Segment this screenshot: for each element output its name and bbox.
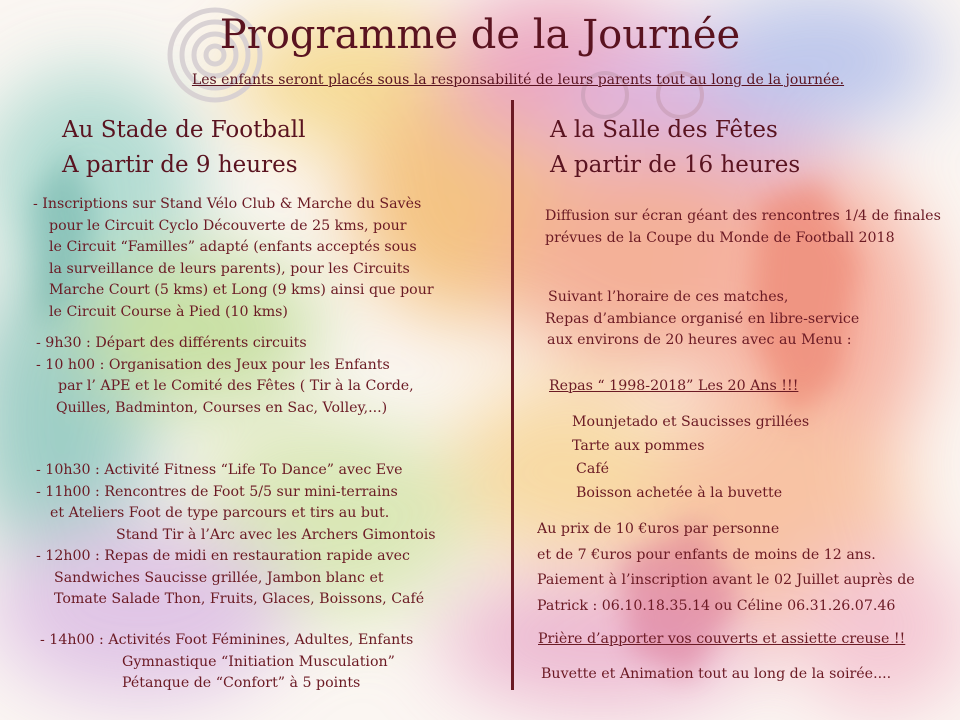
list-item: Paiement à l’inscription avant le 02 Juillet auprès de <box>537 572 915 588</box>
list-item: Au prix de 10 €uros par personne <box>537 521 780 537</box>
list-item: par l’ APE et le Comité des Fêtes ( Tir à la Corde, <box>58 378 414 394</box>
list-item: Tarte aux pommes <box>572 437 705 454</box>
left-heading-location: Au Stade de Football <box>62 117 306 143</box>
left-heading-time: A partir de 9 heures <box>62 152 298 178</box>
list-item: Boisson achetée à la buvette <box>576 484 783 501</box>
list-item: Repas d’ambiance organisé en libre-service <box>545 310 860 327</box>
list-item: prévues de la Coupe du Monde de Football 2018 <box>545 229 895 246</box>
list-item: Marche Court (5 kms) et Long (9 kms) ainsi que pour <box>49 282 434 298</box>
list-item: Stand Tir à l’Arc avec les Archers Gimontois <box>116 526 436 543</box>
list-item: - 10 h00 : Organisation des Jeux pour les Enfants <box>36 356 390 373</box>
page-title: Programme de la Journée <box>219 12 741 58</box>
right-heading-location: A la Salle des Fêtes <box>550 117 778 143</box>
list-item: Pétanque de “Confort” à 5 points <box>122 675 361 691</box>
menu-list <box>572 411 809 505</box>
bring-cutlery-note: Prière d’apporter vos couverts et assiette creuse !! <box>538 631 906 647</box>
price-block <box>537 517 960 619</box>
list-item: - Inscriptions sur Stand Vélo Club & Marche du Savès <box>33 196 422 212</box>
list-item: Sandwiches Saucisse grillée, Jambon blanc et <box>54 569 384 586</box>
left-afternoon-block <box>40 630 413 695</box>
contact-phones: Patrick : 06.10.18.35.14 ou Céline 06.31.26.07.46 <box>537 597 896 614</box>
left-morning-block <box>36 333 414 419</box>
list-item: Tomate Salade Thon, Fruits, Glaces, Boissons, Café <box>54 591 425 607</box>
list-item: - 10h30 : Activité Fitness “Life To Dance” avec Eve <box>36 462 403 478</box>
left-midday-block <box>36 460 436 611</box>
list-item: et de 7 €uros pour enfants de moins de 12 ans. <box>537 546 876 563</box>
list-item: Mounjetado et Saucisses grillées <box>572 414 810 430</box>
buvette-note: Buvette et Animation tout au long de la soirée.... <box>541 666 892 682</box>
list-item: pour le Circuit Cyclo Découverte de 25 kms, pour <box>49 217 407 234</box>
column-divider <box>511 100 514 690</box>
list-item: Quilles, Badminton, Courses en Sac, Volley,...) <box>56 399 388 416</box>
left-inscriptions-block <box>33 194 434 323</box>
list-item: le Circuit Course à Pied (10 kms) <box>49 303 288 320</box>
right-diffusion-block <box>545 206 960 249</box>
list-item: Café <box>576 461 609 477</box>
list-item: et Ateliers Foot de type parcours et tirs au but. <box>50 505 390 521</box>
right-repas-intro-block <box>545 287 859 352</box>
list-item: - 12h00 : Repas de midi en restauration rapide avec <box>36 548 410 564</box>
list-item: aux environs de 20 heures avec au Menu : <box>547 332 852 348</box>
list-item: Suivant l’horaire de ces matches, <box>548 289 789 305</box>
list-item: Gymnastique “Initiation Musculation” <box>122 653 395 670</box>
list-item: Diffusion sur écran géant des rencontres 1/4 de finales <box>545 208 941 224</box>
list-item: le Circuit “Familles” adapté (enfants acceptés sous <box>49 239 417 255</box>
right-heading-time: A partir de 16 heures <box>550 152 801 178</box>
list-item: la surveillance de leurs parents), pour les Circuits <box>49 260 410 277</box>
menu-title: Repas “ 1998-2018” Les 20 Ans !!! <box>549 378 799 394</box>
list-item: - 14h00 : Activités Foot Féminines, Adultes, Enfants <box>40 632 414 648</box>
page-subtitle: Les enfants seront placés sous la responsabilité de leurs parents tout au long de la journée. <box>191 72 845 88</box>
list-item: - 9h30 : Départ des différents circuits <box>36 335 307 351</box>
list-item: - 11h00 : Rencontres de Foot 5/5 sur mini-terrains <box>36 483 398 500</box>
